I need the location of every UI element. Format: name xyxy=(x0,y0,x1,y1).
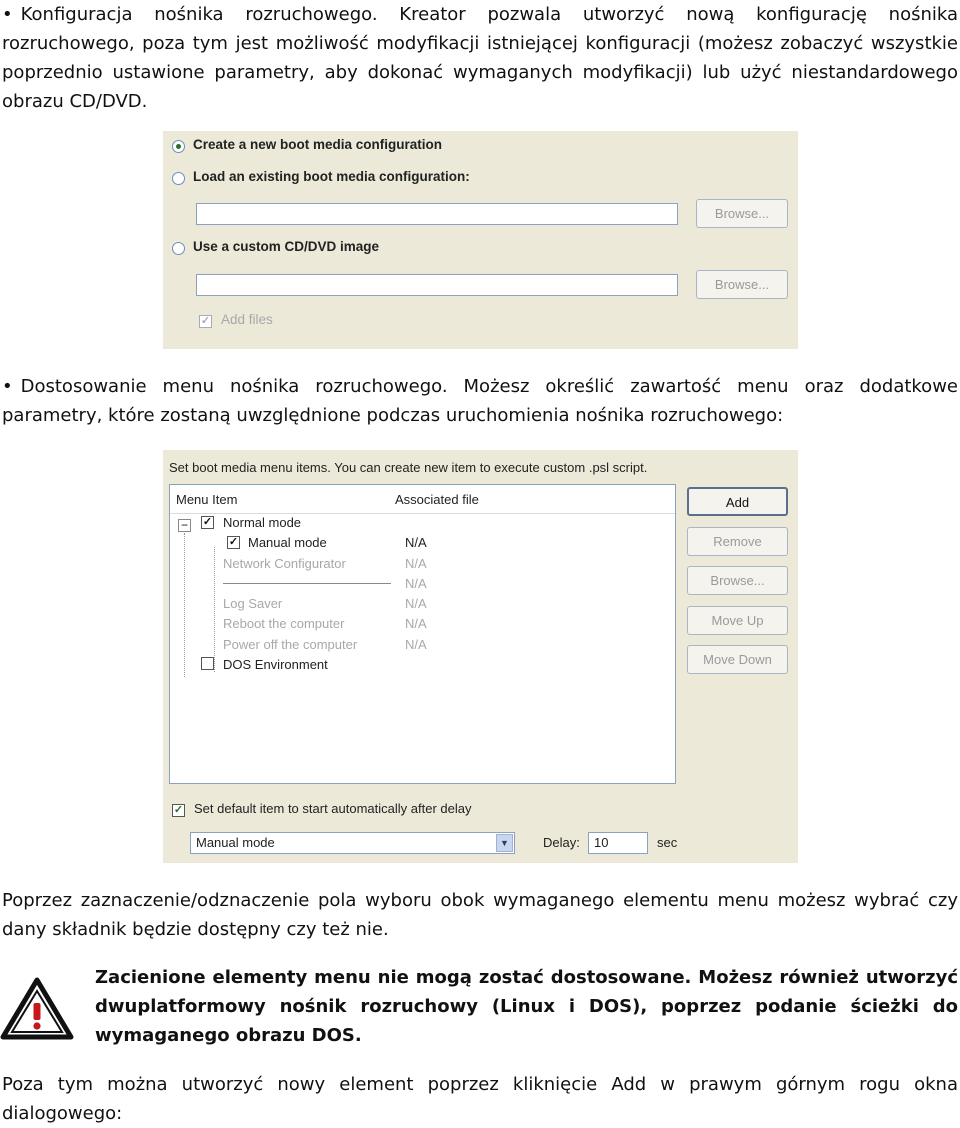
tree-item-reboot[interactable]: Reboot the computer xyxy=(223,616,345,631)
delay-unit: sec xyxy=(657,835,678,850)
menu-separator xyxy=(223,583,391,584)
add-item-paragraph: Poza tym można utworzyć nowy element poprzez kliknięcie Add w prawym górnym rogu okna dialogowego: xyxy=(2,1074,958,1124)
remove-button[interactable]: Remove xyxy=(687,527,788,556)
tree-item-manual-mode[interactable]: Manual mode xyxy=(248,535,327,550)
tree-item-dos-environment[interactable]: DOS Environment xyxy=(223,657,328,672)
dos-environment-checkbox[interactable] xyxy=(201,657,214,670)
default-item-checkbox[interactable]: ✓ xyxy=(173,804,184,816)
power-off-file: N/A xyxy=(405,637,427,652)
boot-media-config-panel xyxy=(163,131,798,349)
menu-items-list[interactable] xyxy=(169,484,676,784)
tree-item-log-saver[interactable]: Log Saver xyxy=(223,596,283,611)
delay-value: 10 xyxy=(594,835,609,850)
separator-file: N/A xyxy=(405,576,427,591)
network-configurator-file: N/A xyxy=(405,556,427,571)
default-item-select-value: Manual mode xyxy=(196,835,275,850)
checkbox-explanation-paragraph: Poprzez zaznaczenie/odznaczenie pola wyboru obok wymaganego elementu menu możesz wybrać czy dany składnik będzie dostępny czy też nie. xyxy=(2,890,958,940)
default-item-select[interactable] xyxy=(190,832,515,854)
intro-paragraph xyxy=(2,0,958,116)
log-saver-file: N/A xyxy=(405,596,427,611)
browse-button[interactable]: Browse... xyxy=(687,566,788,595)
boot-menu-items-panel xyxy=(163,450,798,863)
col-associated-file[interactable]: Associated file xyxy=(395,492,479,507)
add-files-label: Add files xyxy=(221,312,273,327)
create-new-label: Create a new boot media configuration xyxy=(193,137,443,152)
custom-image-path-field[interactable] xyxy=(196,274,678,296)
delay-label: Delay: xyxy=(543,835,580,850)
radio-create-new[interactable] xyxy=(172,140,185,153)
warning-text: Zacienione elementy menu nie mogą zostać dostosowane. Możesz również utworzyć dwuplatformowy nośnik rozruchowy (Linux i DOS), poprzez podanie ścieżki do wymaganego obrazu DOS. xyxy=(95,967,958,1046)
radio-load-existing[interactable] xyxy=(172,172,185,185)
browse-config-button[interactable]: Browse... xyxy=(696,199,788,228)
chevron-down-icon[interactable]: ▼ xyxy=(496,834,513,852)
delay-input[interactable] xyxy=(588,832,648,854)
add-button[interactable]: Add xyxy=(687,487,788,516)
manual-mode-checkbox[interactable]: ✓ xyxy=(228,536,239,548)
expander-normal-mode[interactable]: − xyxy=(178,519,191,532)
load-existing-label: Load an existing boot media configuration: xyxy=(193,169,470,184)
move-down-button[interactable]: Move Down xyxy=(687,645,788,674)
tree-item-network-configurator[interactable]: Network Configurator xyxy=(223,556,346,571)
add-files-checkbox[interactable]: ✓ xyxy=(200,315,211,327)
browse-image-button[interactable]: Browse... xyxy=(696,270,788,299)
tree-item-normal-mode[interactable]: Normal mode xyxy=(223,515,302,530)
normal-mode-checkbox[interactable]: ✓ xyxy=(202,516,213,528)
radio-custom-image[interactable] xyxy=(172,242,185,255)
col-menu-item[interactable]: Menu Item xyxy=(176,492,238,507)
move-up-button[interactable]: Move Up xyxy=(687,606,788,635)
manual-mode-file: N/A xyxy=(405,535,427,550)
warning-icon xyxy=(0,977,74,1041)
reboot-file: N/A xyxy=(405,616,427,631)
custom-image-label: Use a custom CD/DVD image xyxy=(193,239,380,254)
existing-config-path-field[interactable] xyxy=(196,203,678,225)
default-item-label: Set default item to start automatically after delay xyxy=(194,801,472,816)
menu-customization-paragraph xyxy=(2,372,958,430)
tree-item-power-off[interactable]: Power off the computer xyxy=(223,637,358,652)
panel-header: Set boot media menu items. You can create new item to execute custom .psl script. xyxy=(169,460,648,475)
bullet: • xyxy=(2,376,13,397)
bullet: • xyxy=(2,4,13,25)
intro-text: Konfiguracja nośnika rozruchowego. Kreator pozwala utworzyć nową konfigurację nośnika rozruchowego, poza tym jest możliwość modyfikacji istniejącej konfiguracji (możesz zobaczyć wszystkie poprzednio ustawione parametry, aby dokonać wymaganych modyfikacji) lub użyć niestandardowego obrazu CD/DVD. xyxy=(2,4,958,112)
menu-customization-text: Dostosowanie menu nośnika rozruchowego. Możesz określić zawartość menu oraz dodatkowe parametry, które zostaną uwzględnione podczas uruchomienia nośnika rozruchowego: xyxy=(2,376,958,426)
